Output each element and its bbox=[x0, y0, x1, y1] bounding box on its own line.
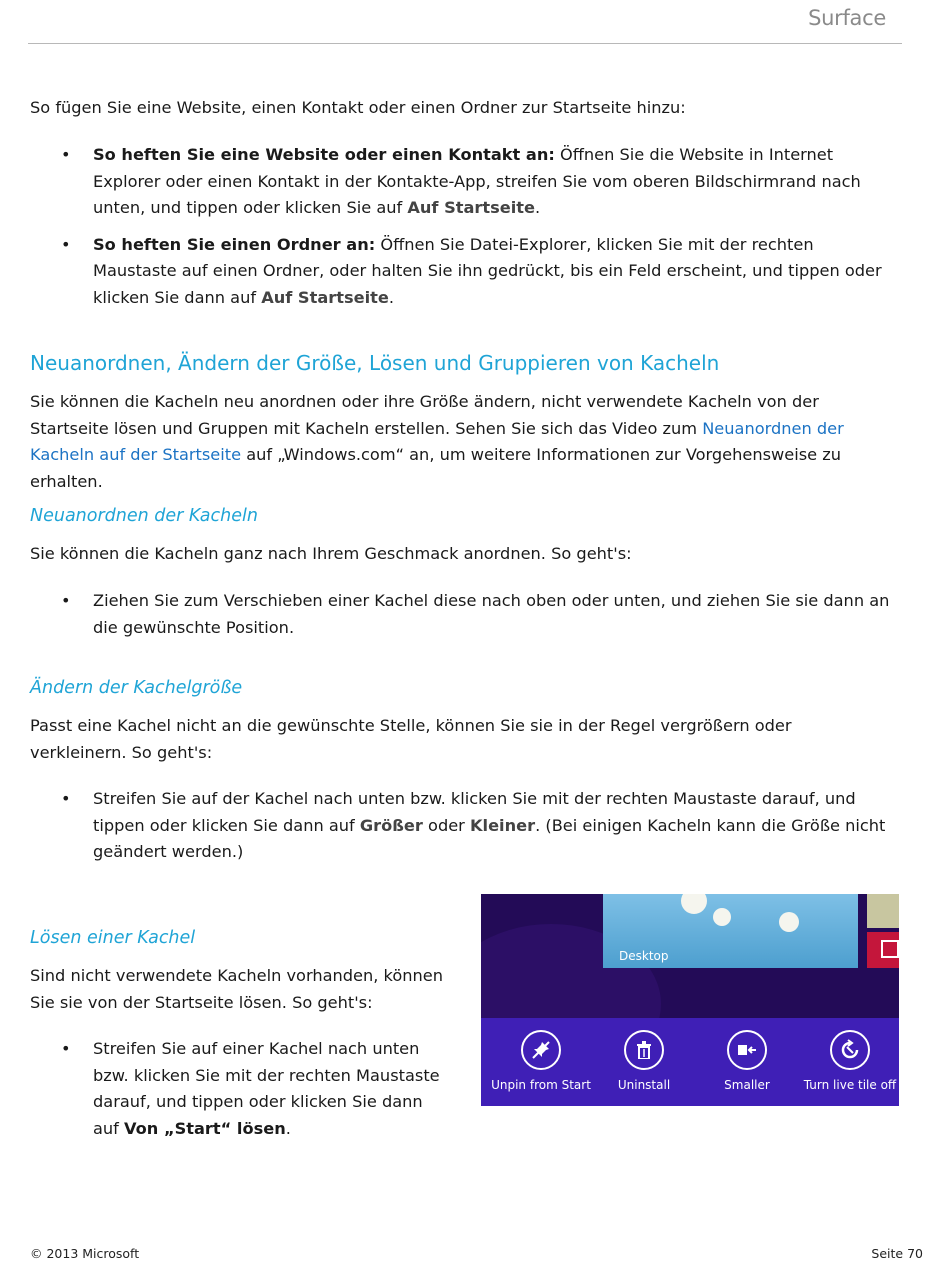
command-label: Unpin from Start bbox=[491, 1078, 591, 1092]
command-label: Turn live tile off bbox=[803, 1078, 897, 1092]
list-item-text: Öffnen Sie die Website in Internet Explorer oder einen Kontakt in der Kontakte-App, streifen Sie vom oberen Bildschirmrand nach unten, und tippen oder klicken Sie auf bbox=[93, 145, 861, 217]
ui-term: Größer bbox=[359, 815, 423, 835]
list-item bbox=[30, 588, 900, 641]
resize-text: Passt eine Kachel nicht an die gewünschte Stelle, können Sie sie in der Regel vergrößern oder verkleinern. So geht's: bbox=[30, 716, 792, 762]
news-icon bbox=[881, 940, 899, 958]
desktop-tile[interactable] bbox=[603, 894, 858, 968]
video-link[interactable]: Neuanordnen der Kacheln auf der Startseite bbox=[30, 418, 844, 464]
rearrange-text: Sie können die Kacheln ganz nach Ihrem Geschmack anordnen. So geht's: bbox=[30, 544, 632, 563]
ui-term: Auf Startseite bbox=[261, 287, 389, 307]
punctuation: . bbox=[285, 1118, 291, 1138]
footer-page-number: Seite 70 bbox=[871, 1246, 923, 1261]
list-item-title: So heften Sie eine Website oder einen Kontakt an: bbox=[93, 145, 555, 164]
rearrange-heading: Neuanordnen der Kacheln bbox=[30, 506, 258, 526]
ui-term: Auf Startseite bbox=[407, 198, 535, 217]
start-screen-screenshot bbox=[481, 894, 899, 1106]
unpin-from-start-button[interactable] bbox=[491, 1030, 591, 1092]
unpin-icon bbox=[521, 1030, 561, 1070]
punctuation: . bbox=[535, 198, 541, 217]
list-item-text: Öffnen Sie Datei-Explorer, klicken Sie mit der rechten Maustaste auf einen Ordner, oder halten Sie ihn gedrückt, bis ein Feld erscheint, und tippen oder klicken Sie dann auf bbox=[93, 234, 882, 307]
header-rule bbox=[28, 43, 902, 44]
section-text bbox=[30, 389, 890, 495]
unpin-text: Sind nicht verwendete Kacheln vorhanden, können Sie sie von der Startseite lösen. So geht's: bbox=[30, 966, 443, 1012]
ui-term: Kleiner bbox=[469, 815, 536, 835]
app-bar bbox=[481, 1018, 899, 1106]
resize-heading: Ändern der Kachelgröße bbox=[30, 678, 243, 698]
section-text-end: auf „Windows.com“ an, um weitere Informationen zur Vorgehensweise zu erhalten. bbox=[30, 445, 842, 491]
punctuation: . bbox=[388, 287, 395, 307]
list-item-text: . (Bei einigen Kacheln kann die Größe nicht geändert werden.) bbox=[93, 815, 886, 861]
command-label: Smaller bbox=[724, 1078, 770, 1092]
pin-list bbox=[30, 142, 900, 321]
list-item-text: Streifen Sie auf der Kachel nach unten bzw. klicken Sie mit der rechten Maustaste darauf, und tippen oder klicken Sie dann auf bbox=[93, 789, 856, 835]
resize-smaller-icon bbox=[727, 1030, 767, 1070]
unpin-heading: Lösen einer Kachel bbox=[30, 928, 196, 948]
list-item-title: So heften Sie einen Ordner an: bbox=[93, 234, 376, 254]
smaller-button[interactable] bbox=[697, 1030, 797, 1092]
unpin-list bbox=[30, 1036, 450, 1152]
trash-icon bbox=[624, 1030, 664, 1070]
list-item-text: Streifen Sie auf einer Kachel nach unten bzw. klicken Sie mit der rechten Maustaste darauf, und tippen oder klicken Sie dann auf bbox=[93, 1039, 440, 1138]
ui-term: Von „Start“ lösen bbox=[124, 1118, 286, 1138]
news-tile[interactable] bbox=[867, 932, 899, 968]
section-text-start: Sie können die Kacheln neu anordnen oder ihre Größe ändern, nicht verwendete Kacheln von der Startseite lösen und Gruppen mit Kacheln erstellen. Sehen Sie sich das Video zum bbox=[30, 392, 819, 438]
flower-decoration bbox=[779, 912, 799, 932]
brand-logo: Surface bbox=[808, 6, 886, 30]
footer-copyright: © 2013 Microsoft bbox=[30, 1246, 140, 1261]
desktop-tile-label: Desktop bbox=[619, 949, 669, 963]
list-item-text: oder bbox=[422, 815, 470, 835]
flower-decoration bbox=[713, 908, 731, 926]
photo-tile[interactable] bbox=[867, 894, 899, 928]
resize-list bbox=[30, 786, 900, 876]
section-heading: Neuanordnen, Ändern der Größe, Lösen und Gruppieren von Kacheln bbox=[30, 351, 720, 375]
live-tile-off-icon bbox=[830, 1030, 870, 1070]
turn-live-tile-off-button[interactable] bbox=[800, 1030, 899, 1092]
list-item bbox=[30, 142, 900, 222]
list-item bbox=[30, 1036, 450, 1142]
flower-decoration bbox=[681, 894, 707, 914]
rearrange-list bbox=[30, 588, 900, 651]
list-item bbox=[30, 786, 900, 866]
command-label: Uninstall bbox=[617, 1078, 671, 1092]
list-item-text: Ziehen Sie zum Verschieben einer Kachel diese nach oben oder unten, und ziehen Sie sie dann an die gewünschte Position. bbox=[93, 591, 890, 637]
intro-text: So fügen Sie eine Website, einen Kontakt oder einen Ordner zur Startseite hinzu: bbox=[30, 98, 686, 117]
list-item bbox=[30, 232, 900, 312]
uninstall-button[interactable] bbox=[594, 1030, 694, 1092]
